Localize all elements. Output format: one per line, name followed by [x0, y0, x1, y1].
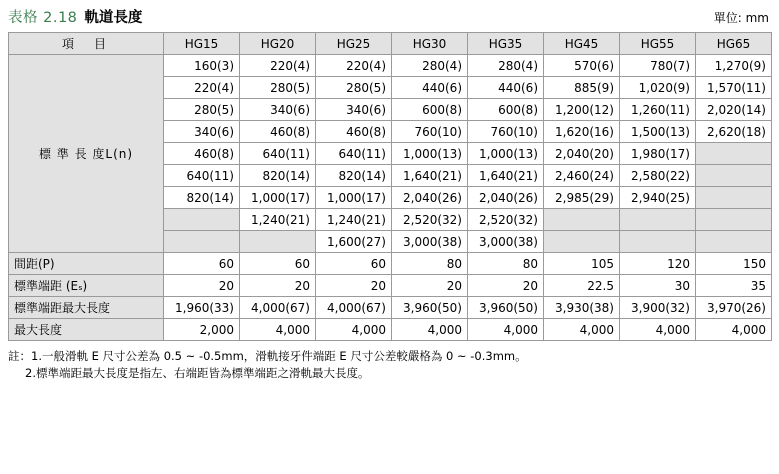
title-left [8, 6, 142, 27]
table-cell: 1,000(13) [392, 143, 468, 165]
table-cell: 600(8) [468, 99, 544, 121]
table-cell: 440(6) [468, 77, 544, 99]
row-label-standard-end-max-length: 標準端距最大長度 [9, 297, 164, 319]
table-cell: 1,020(9) [620, 77, 696, 99]
table-cell: 1,270(9) [696, 55, 772, 77]
table-number: 表格 2.18 [8, 10, 78, 26]
rail-length-table [8, 32, 772, 341]
table-cell: 20 [392, 275, 468, 297]
table-cell-empty [696, 209, 772, 231]
table-cell: 160(3) [164, 55, 240, 77]
table-cell: 4,000 [316, 319, 392, 341]
table-cell: 640(11) [240, 143, 316, 165]
table-cell: 120 [620, 253, 696, 275]
table-cell-empty [696, 143, 772, 165]
table-cell: 2,985(29) [544, 187, 620, 209]
table-cell: 4,000 [392, 319, 468, 341]
table-cell: 4,000 [468, 319, 544, 341]
table-cell: 3,930(38) [544, 297, 620, 319]
table-cell: 2,940(25) [620, 187, 696, 209]
table-cell: 220(4) [240, 55, 316, 77]
table-cell: 1,500(13) [620, 121, 696, 143]
column-header-hg35: HG35 [468, 33, 544, 55]
table-cell: 2,580(22) [620, 165, 696, 187]
table-cell: 60 [240, 253, 316, 275]
table-cell: 1,240(21) [316, 209, 392, 231]
table-cell-empty [620, 231, 696, 253]
table-cell: 4,000 [544, 319, 620, 341]
table-cell: 1,240(21) [240, 209, 316, 231]
table-cell: 640(11) [316, 143, 392, 165]
table-cell: 3,000(38) [468, 231, 544, 253]
table-cell-empty [164, 209, 240, 231]
table-cell: 280(5) [164, 99, 240, 121]
table-cell-empty [164, 231, 240, 253]
table-cell: 460(8) [164, 143, 240, 165]
table-cell: 2,000 [164, 319, 240, 341]
table-cell: 820(14) [316, 165, 392, 187]
table-cell: 280(5) [316, 77, 392, 99]
table-row-pitch [9, 253, 772, 275]
table-cell: 20 [316, 275, 392, 297]
table-cell: 1,640(21) [392, 165, 468, 187]
table-cell: 4,000 [620, 319, 696, 341]
table-cell: 150 [696, 253, 772, 275]
row-label-pitch: 間距(P) [9, 253, 164, 275]
column-header-hg45: HG45 [544, 33, 620, 55]
table-cell: 2,520(32) [392, 209, 468, 231]
table-cell: 3,970(26) [696, 297, 772, 319]
unit-note: 單位: mm [713, 11, 769, 25]
table-row-standard-end [9, 275, 772, 297]
table-cell: 820(14) [164, 187, 240, 209]
table-cell: 460(8) [240, 121, 316, 143]
table-row-max-length [9, 319, 772, 341]
table-cell: 1,600(27) [316, 231, 392, 253]
table-cell: 80 [392, 253, 468, 275]
table-cell: 4,000(67) [316, 297, 392, 319]
table-cell: 22.5 [544, 275, 620, 297]
column-header-hg20: HG20 [240, 33, 316, 55]
table-cell: 1,000(17) [316, 187, 392, 209]
table-cell: 2,020(14) [696, 99, 772, 121]
column-header-hg25: HG25 [316, 33, 392, 55]
table-cell: 80 [468, 253, 544, 275]
table-cell: 4,000(67) [240, 297, 316, 319]
row-label-max-length: 最大長度 [9, 319, 164, 341]
column-header-hg15: HG15 [164, 33, 240, 55]
table-cell-empty [696, 187, 772, 209]
table-cell: 4,000 [696, 319, 772, 341]
footnote-1: 註：1.一般滑軌 E 尺寸公差為 0.5 ~ -0.5mm，滑軌接牙件端距 E 尺寸公差較嚴格為 0 ~ -0.3mm。 [8, 349, 527, 363]
footnotes [8, 348, 771, 382]
table-cell: 20 [164, 275, 240, 297]
table-cell: 2,040(20) [544, 143, 620, 165]
table-cell: 440(6) [392, 77, 468, 99]
title-row [8, 6, 771, 27]
table-cell: 780(7) [620, 55, 696, 77]
table-cell: 1,200(12) [544, 99, 620, 121]
table-cell: 280(4) [392, 55, 468, 77]
table-cell: 1,260(11) [620, 99, 696, 121]
table-cell: 35 [696, 275, 772, 297]
table-cell: 3,960(50) [392, 297, 468, 319]
table-row-max-standard-length [9, 297, 772, 319]
table-cell: 760(10) [392, 121, 468, 143]
table-cell-empty [696, 231, 772, 253]
table-cell: 340(6) [240, 99, 316, 121]
table-cell: 1,960(33) [164, 297, 240, 319]
table-cell: 60 [316, 253, 392, 275]
table-cell: 20 [468, 275, 544, 297]
table-cell: 820(14) [240, 165, 316, 187]
standard-length-label [9, 55, 164, 253]
table-cell: 3,960(50) [468, 297, 544, 319]
table-cell: 220(4) [316, 55, 392, 77]
table-cell-empty [620, 209, 696, 231]
footnote-2: 2.標準端距最大長度是指左、右端距皆為標準端距之滑軌最大長度。 [25, 366, 370, 380]
table-cell: 2,520(32) [468, 209, 544, 231]
table-cell: 20 [240, 275, 316, 297]
table-cell: 340(6) [164, 121, 240, 143]
table-header-row [9, 33, 772, 55]
table-cell: 600(8) [392, 99, 468, 121]
header-item: 項 目 [9, 33, 164, 55]
table-cell: 340(6) [316, 99, 392, 121]
table-cell: 1,620(16) [544, 121, 620, 143]
table-cell: 640(11) [164, 165, 240, 187]
table-title: 軌道長度 [84, 10, 143, 26]
column-header-hg55: HG55 [620, 33, 696, 55]
table-cell-empty [544, 231, 620, 253]
table-cell-empty [696, 165, 772, 187]
table-cell-empty [240, 231, 316, 253]
table-body [9, 55, 772, 341]
table-cell: 4,000 [240, 319, 316, 341]
column-header-hg30: HG30 [392, 33, 468, 55]
table-cell: 1,570(11) [696, 77, 772, 99]
table-cell: 760(10) [468, 121, 544, 143]
table-cell: 2,040(26) [468, 187, 544, 209]
table-cell: 60 [164, 253, 240, 275]
table-cell: 2,040(26) [392, 187, 468, 209]
table-cell: 2,460(24) [544, 165, 620, 187]
table-cell: 105 [544, 253, 620, 275]
table-cell-empty [544, 209, 620, 231]
table-cell: 1,000(17) [240, 187, 316, 209]
table-cell: 460(8) [316, 121, 392, 143]
table-cell: 885(9) [544, 77, 620, 99]
table-cell: 280(4) [468, 55, 544, 77]
column-header-hg65: HG65 [696, 33, 772, 55]
table-head [9, 33, 772, 55]
table-cell: 2,620(18) [696, 121, 772, 143]
table-cell: 3,000(38) [392, 231, 468, 253]
table-cell: 1,640(21) [468, 165, 544, 187]
row-label-standard-end-distance: 標準端距 (Eₛ) [9, 275, 164, 297]
table-cell: 1,000(13) [468, 143, 544, 165]
table-cell: 3,900(32) [620, 297, 696, 319]
table-cell: 30 [620, 275, 696, 297]
table-cell: 1,980(17) [620, 143, 696, 165]
table-cell: 220(4) [164, 77, 240, 99]
table-cell: 280(5) [240, 77, 316, 99]
table-cell: 570(6) [544, 55, 620, 77]
table-row [9, 55, 772, 77]
standard-length-label-text: 標 準 長 度L(n) [38, 146, 134, 161]
